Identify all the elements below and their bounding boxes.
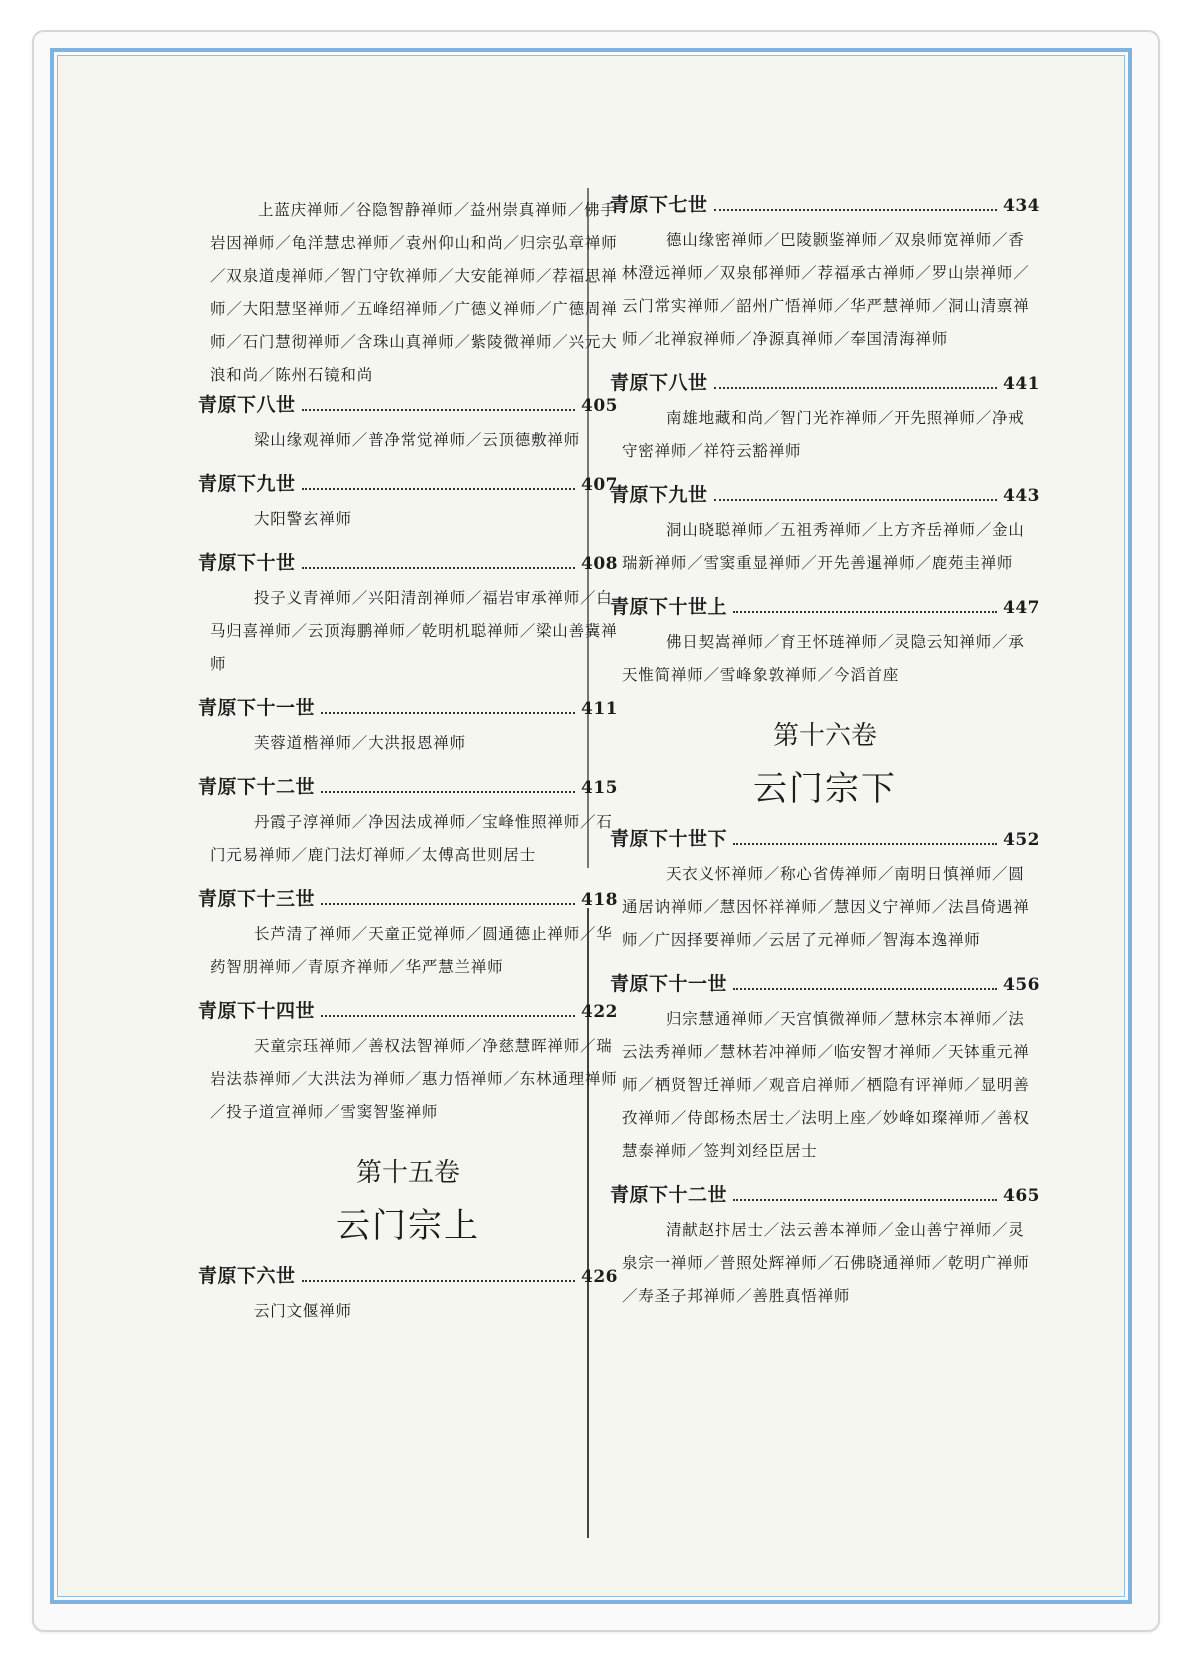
volume-title: 第十五卷	[355, 1158, 460, 1188]
toc-page-number: 408	[581, 554, 618, 574]
toc-entry	[198, 1263, 618, 1328]
toc-page-number: 415	[581, 778, 618, 798]
dot-leader	[321, 889, 575, 905]
toc-entry-heading[interactable]	[198, 392, 618, 422]
toc-page-number: 426	[581, 1267, 618, 1287]
toc-entry-title: 青原下十三世	[198, 888, 316, 910]
toc-page-number: 411	[581, 699, 618, 719]
toc-entry	[610, 370, 1040, 468]
dot-leader	[302, 395, 575, 411]
toc-entry-title: 青原下六世	[198, 1265, 296, 1287]
toc-entry-title: 青原下九世	[198, 473, 296, 495]
toc-page-number: 456	[1003, 975, 1040, 995]
toc-entry-heading[interactable]	[198, 1263, 618, 1293]
right-column	[610, 192, 1040, 1327]
toc-entry	[610, 482, 1040, 580]
dot-leader	[714, 373, 997, 389]
dot-leader	[302, 474, 575, 490]
toc-entry-names: 长芦清了禅师／天童正觉禅师／圆通德止禅师／华药智朋禅师／青原齐禅师／华严慧兰禅师	[210, 925, 613, 976]
toc-entry-title: 青原下十一世	[198, 697, 316, 719]
toc-page-number: 418	[581, 890, 618, 910]
toc-entry	[610, 1182, 1040, 1313]
toc-page-number: 447	[1003, 598, 1040, 618]
dot-leader	[321, 777, 575, 793]
toc-entry-heading[interactable]	[198, 998, 618, 1028]
toc-entry	[198, 471, 618, 536]
toc-entry-title: 青原下七世	[610, 194, 708, 216]
toc-entry	[198, 392, 618, 457]
toc-entry	[610, 826, 1040, 957]
toc-entry-title: 青原下九世	[610, 484, 708, 506]
dot-leader	[714, 485, 997, 501]
toc-entry-title: 青原下十四世	[198, 1000, 316, 1022]
toc-entry-title: 青原下十世下	[610, 828, 728, 850]
dot-leader	[321, 1001, 575, 1017]
toc-entry-heading[interactable]	[610, 594, 1040, 624]
toc-entry-heading[interactable]	[610, 826, 1040, 856]
toc-entry-names: 佛日契嵩禅师／育王怀琏禅师／灵隐云知禅师／承天惟简禅师／雪峰象敦禅师／今滔首座	[622, 633, 1025, 684]
toc-entry-names: 南雄地藏和尚／智门光祚禅师／开先照禅师／净戒守密禅师／祥符云豁禅师	[622, 409, 1025, 460]
toc-entry-heading[interactable]	[610, 1182, 1040, 1212]
toc-entry-title: 青原下十世	[198, 552, 296, 574]
toc-entry-names: 天童宗珏禅师／善权法智禅师／净慈慧晖禅师／瑞岩法恭禅师／大洪法为禅师／惠力悟禅师／东林通理禅师／投子道宣禅师／雪窦智鉴禅师	[210, 1037, 618, 1121]
toc-entry	[198, 998, 618, 1129]
intro-names: 上蓝庆禅师／谷隐智静禅师／益州崇真禅师／佛手岩因禅师／龟洋慧忠禅师／袁州仰山和尚／归宗弘章禅师／双泉道虔禅师／智门守钦禅师／大安能禅师／荐福思禅师／大阳慧坚禅师／五峰绍禅师／广德义禅师／广德周禅师／石门慧彻禅师／含珠山真禅师／紫陵微禅师／兴元大浪和尚／陈州石镜和尚	[210, 201, 618, 384]
dot-leader	[733, 974, 997, 990]
toc-page-number: 465	[1003, 1186, 1040, 1206]
toc-page-number: 434	[1003, 196, 1040, 216]
toc-entry-heading[interactable]	[610, 971, 1040, 1001]
toc-entry-title: 青原下十二世	[198, 776, 316, 798]
toc-entry-heading[interactable]	[610, 192, 1040, 222]
toc-entry-names: 云门文偃禅师	[254, 1302, 352, 1320]
toc-entry-heading[interactable]	[198, 695, 618, 725]
toc-entry	[610, 594, 1040, 692]
toc-page	[60, 58, 1122, 1594]
toc-entry-names: 德山缘密禅师／巴陵颢鉴禅师／双泉师宽禅师／香林澄远禅师／双泉郁禅师／荐福承古禅师／罗山崇禅师／云门常实禅师／韶州广悟禅师／华严慧禅师／洞山清禀禅师／北禅寂禅师／净源真禅师／奉国清海禅师	[622, 231, 1030, 348]
toc-entry-title: 青原下十一世	[610, 973, 728, 995]
toc-entry-names: 归宗慧通禅师／天宫慎微禅师／慧林宗本禅师／法云法秀禅师／慧林若冲禅师／临安智才禅师／天钵重元禅师／栖贤智迁禅师／观音启禅师／栖隐有评禅师／显明善孜禅师／侍郎杨杰居士／法明上座／妙峰如璨禅师／善权慧泰禅师／签判刘经臣居士	[622, 1010, 1030, 1160]
toc-entry-names: 大阳警玄禅师	[254, 510, 352, 528]
toc-entry	[198, 550, 618, 681]
toc-entry-heading[interactable]	[198, 774, 618, 804]
toc-entry	[198, 886, 618, 984]
toc-page-number: 405	[581, 396, 618, 416]
toc-page-number: 422	[581, 1002, 618, 1022]
toc-entry-names: 投子义青禅师／兴阳清剖禅师／福岩审承禅师／白马归喜禅师／云顶海鹏禅师／乾明机聪禅师／梁山善冀禅师	[210, 589, 618, 673]
dot-leader	[733, 1185, 997, 1201]
toc-entry-heading[interactable]	[610, 370, 1040, 400]
toc-entry-title: 青原下十二世	[610, 1184, 728, 1206]
dot-leader	[302, 553, 575, 569]
toc-entry-names: 丹霞子淳禅师／净因法成禅师／宝峰惟照禅师／石门元易禅师／鹿门法灯禅师／太傅高世则居士	[210, 813, 613, 864]
dot-leader	[733, 597, 997, 613]
left-column	[198, 192, 618, 1342]
dot-leader	[302, 1266, 575, 1282]
toc-entry-title: 青原下八世	[198, 394, 296, 416]
toc-entry-names: 芙蓉道楷禅师／大洪报恩禅师	[254, 734, 466, 752]
toc-entry	[610, 192, 1040, 356]
toc-entry-title: 青原下八世	[610, 372, 708, 394]
toc-entry-heading[interactable]	[198, 471, 618, 501]
toc-entry-title: 青原下十世上	[610, 596, 728, 618]
toc-entry-names: 清献赵抃居士／法云善本禅师／金山善宁禅师／灵泉宗一禅师／普照处辉禅师／石佛晓通禅师／乾明广禅师／寿圣子邦禅师／善胜真悟禅师	[622, 1221, 1030, 1305]
toc-entry	[198, 695, 618, 760]
toc-page-number: 407	[581, 475, 618, 495]
toc-page-number: 441	[1003, 374, 1040, 394]
dot-leader	[321, 698, 575, 714]
section-title: 云门宗上	[336, 1206, 480, 1246]
toc-entry-heading[interactable]	[198, 886, 618, 916]
toc-entry-names: 天衣义怀禅师／称心省俦禅师／南明日慎禅师／圆通居讷禅师／慧因怀祥禅师／慧因义宁禅师／法昌倚遇禅师／广因择要禅师／云居了元禅师／智海本逸禅师	[622, 865, 1030, 949]
dot-leader	[714, 195, 997, 211]
toc-entry	[610, 971, 1040, 1168]
toc-entry	[198, 774, 618, 872]
toc-entry-heading[interactable]	[198, 550, 618, 580]
toc-entry-names: 洞山晓聪禅师／五祖秀禅师／上方齐岳禅师／金山瑞新禅师／雪窦重显禅师／开先善暹禅师／鹿苑圭禅师	[622, 521, 1025, 572]
toc-page-number: 443	[1003, 486, 1040, 506]
dot-leader	[733, 829, 997, 845]
toc-page-number: 452	[1003, 830, 1040, 850]
section-title: 云门宗下	[753, 769, 897, 809]
toc-entry-names: 梁山缘观禅师／普净常觉禅师／云顶德敷禅师	[254, 431, 581, 449]
toc-entry-heading[interactable]	[610, 482, 1040, 512]
volume-title: 第十六卷	[772, 721, 877, 751]
